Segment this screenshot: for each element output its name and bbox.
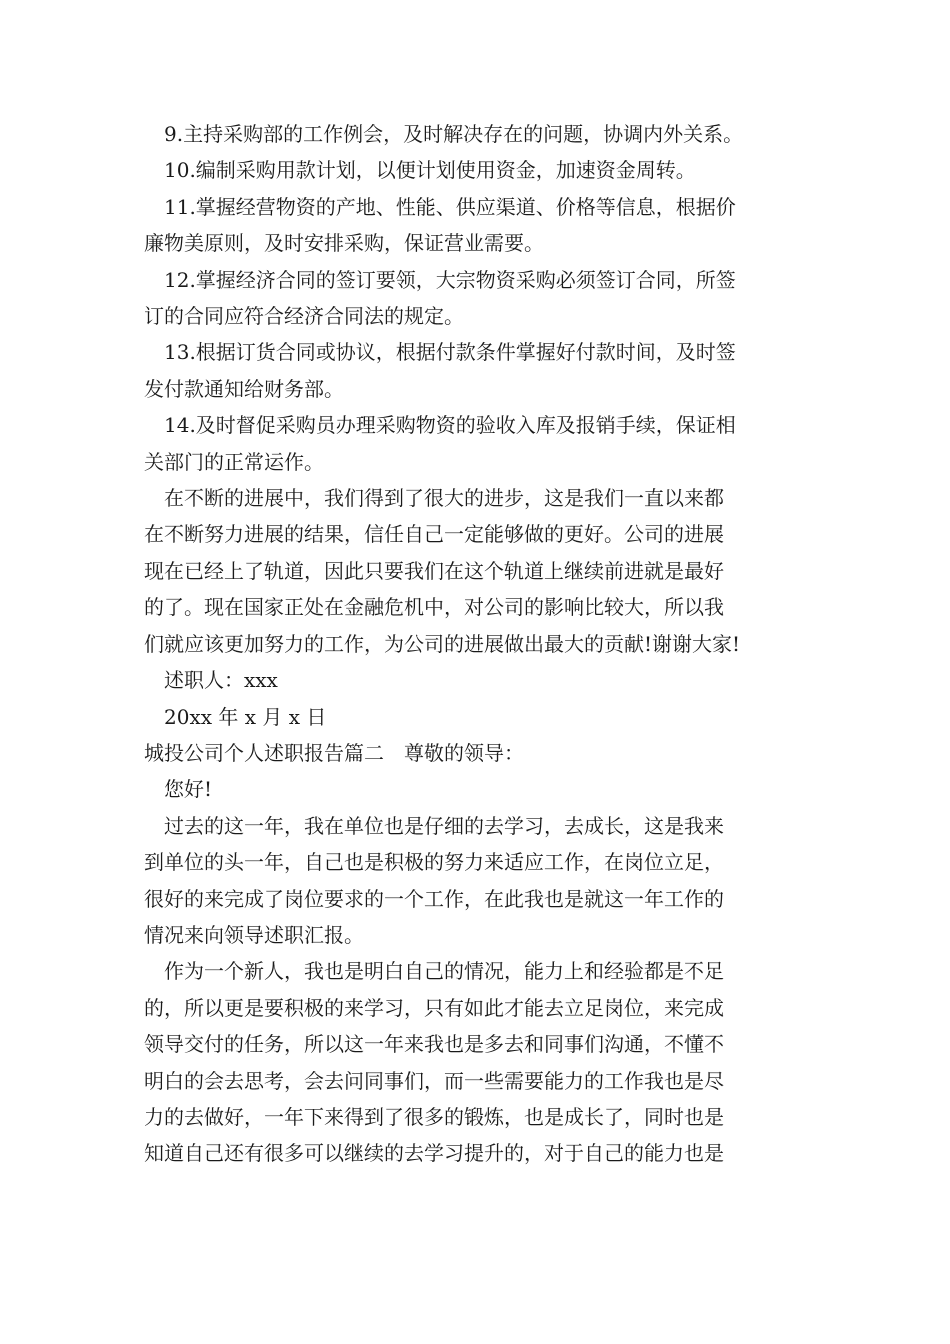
text-line: 现在已经上了轨道，因此只要我们在这个轨道上继续前进就是最好: [144, 558, 724, 583]
text-line: 9.主持采购部的工作例会，及时解决存在的问题，协调内外关系。: [164, 122, 744, 146]
text-line: 您好!: [164, 777, 213, 802]
body-paragraph-1: [144, 808, 806, 954]
text-line: 的了。现在国家正处在金融危机中，对公司的影响比较大，所以我: [144, 595, 724, 620]
text-line: 20xx 年 x 月 x 日: [164, 704, 327, 729]
text-line: 在不断的进展中，我们得到了很大的进步，这是我们一直以来都: [164, 486, 724, 511]
text-line: 12.掌握经济合同的签订要领，大宗物资采购必须签订合同，所签: [164, 267, 736, 292]
item-10: [144, 152, 806, 188]
item-14: [144, 407, 806, 480]
text-line: 城投公司个人述职报告篇二 尊敬的领导：: [144, 740, 524, 765]
text-line: 廉物美原则，及时安排采购，保证营业需要。: [144, 231, 544, 256]
text-line: 情况来向领导述职汇报。: [144, 922, 364, 947]
item-13: [144, 334, 806, 407]
section-heading: [144, 735, 806, 771]
text-line: 们就应该更加努力的工作，为公司的进展做出最大的贡献!谢谢大家!: [144, 631, 741, 656]
greeting: [144, 771, 806, 807]
text-line: 过去的这一年，我在单位也是仔细的去学习，去成长，这是我来: [164, 813, 724, 838]
text-line: 11.掌握经营物资的产地、性能、供应渠道、价格等信息，根据价: [164, 194, 736, 219]
text-line: 关部门的正常运作。: [144, 449, 324, 474]
closing-paragraph: [144, 480, 806, 662]
text-line: 发付款通知给财务部。: [144, 376, 344, 401]
item-11: [144, 189, 806, 262]
text-line: 述职人：xxx: [164, 668, 278, 693]
date-line: [144, 699, 806, 735]
text-line: 力的去做好，一年下来得到了很多的锻炼，也是成长了，同时也是: [144, 1104, 724, 1129]
text-line: 领导交付的任务，所以这一年来我也是多去和同事们沟通，不懂不: [144, 1032, 724, 1057]
text-line: 10.编制采购用款计划，以便计划使用资金，加速资金周转。: [164, 158, 696, 183]
text-line: 很好的来完成了岗位要求的一个工作，在此我也是就这一年工作的: [144, 886, 724, 911]
reporter-line: [144, 662, 806, 698]
text-line: 明白的会去思考，会去问同事们，而一些需要能力的工作我也是尽: [144, 1068, 724, 1093]
text-line: 订的合同应符合经济合同法的规定。: [144, 304, 464, 329]
text-line: 到单位的头一年，自己也是积极的努力来适应工作，在岗位立足，: [144, 850, 724, 875]
text-line: 的，所以更是要积极的来学习，只有如此才能去立足岗位，来完成: [144, 995, 724, 1020]
body-paragraph-2: [144, 953, 806, 1171]
text-line: 13.根据订货合同或协议，根据付款条件掌握好付款时间，及时签: [164, 340, 736, 365]
text-line: 知道自己还有很多可以继续的去学习提升的，对于自己的能力也是: [144, 1141, 724, 1166]
item-12: [144, 262, 806, 335]
text-line: 14.及时督促采购员办理采购物资的验收入库及报销手续，保证相: [164, 413, 736, 438]
text-line: 在不断努力进展的结果，信任自己一定能够做的更好。公司的进展: [144, 522, 724, 547]
text-line: 作为一个新人，我也是明白自己的情况，能力上和经验都是不足: [164, 959, 724, 984]
document-body: [144, 116, 806, 1172]
item-9: [144, 116, 806, 152]
